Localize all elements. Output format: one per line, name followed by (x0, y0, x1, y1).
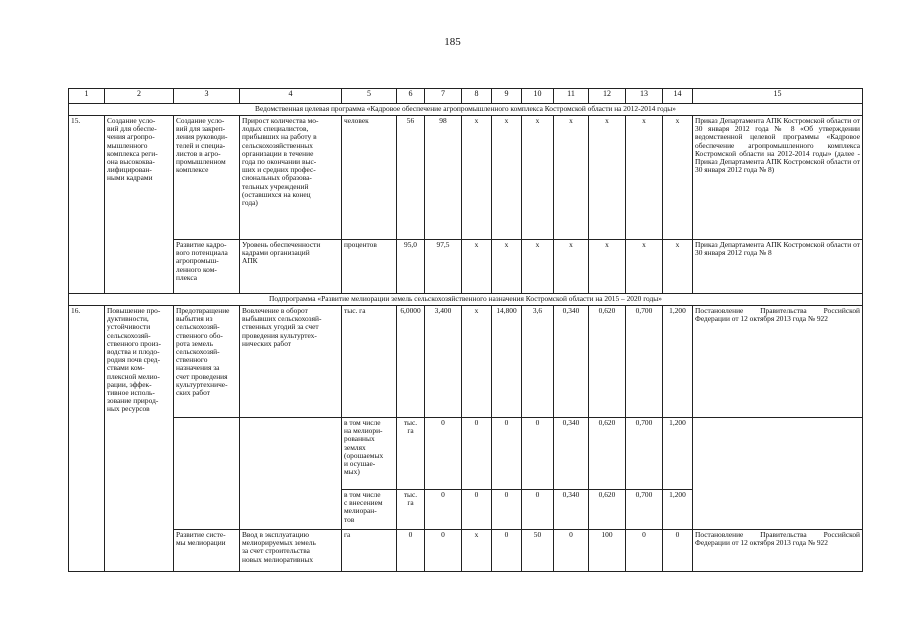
unit-cell: тыс. га (342, 306, 397, 418)
value-cell: 0 (425, 490, 462, 530)
value-cell: 1,200 (663, 306, 693, 418)
value-cell: x (589, 240, 626, 294)
task-cell: Создание усло- вий для закреп- ления руководи- телей и специа- листов в агро- промышленном комплексе (174, 116, 240, 240)
col-header: 1 (69, 89, 105, 104)
row-number: 15. (69, 116, 105, 294)
col-header: 9 (492, 89, 522, 104)
value-cell: 50 (522, 530, 554, 572)
col-header: 7 (425, 89, 462, 104)
col-header: 6 (397, 89, 425, 104)
table-row (69, 306, 863, 418)
col-header: 11 (554, 89, 589, 104)
value-cell: 1,200 (663, 490, 693, 530)
value-cell: 0,340 (554, 490, 589, 530)
section-row (69, 294, 863, 306)
subindicator-cell: в том числе с внесением мелиоран- тов (342, 490, 397, 530)
document-cell: Приказ Департамента АПК Костромской области от 30 января 2012 года № 8 «Об утверждении ведомственной целевой программы «Кадровое обеспечение агропромышленного комплекса Костромской области на 2012-2014 годы» (далее - Приказ Департамента АПК Костромской области от 30 января 2012 года № 8) (693, 116, 863, 240)
value-cell: 0 (626, 530, 663, 572)
col-header: 13 (626, 89, 663, 104)
value-cell: 3,400 (425, 306, 462, 418)
task-cell: Развитие систе- мы мелиорации (174, 530, 240, 572)
col-header: 3 (174, 89, 240, 104)
value-cell: 0 (425, 418, 462, 490)
col-header: 15 (693, 89, 863, 104)
unit-cell: га (342, 530, 397, 572)
value-cell: 0 (554, 530, 589, 572)
value-cell: 0 (492, 490, 522, 530)
unit-cell: процентов (342, 240, 397, 294)
value-cell: x (663, 240, 693, 294)
empty-cell (693, 418, 863, 530)
value-cell: 6,0000 (397, 306, 425, 418)
value-cell: x (554, 240, 589, 294)
value-cell: 0 (492, 418, 522, 490)
value-cell: 0 (663, 530, 693, 572)
value-cell: 0 (522, 490, 554, 530)
value-cell: 98 (425, 116, 462, 240)
section-title: Ведомственная целевая программа «Кадровое обеспечение агропромышленного комплекса Костромской области на 2012-2014 годы» (69, 104, 863, 116)
col-header: 4 (240, 89, 342, 104)
value-cell: 0 (425, 530, 462, 572)
value-cell: 1,200 (663, 418, 693, 490)
value-cell: 0,620 (589, 490, 626, 530)
task-cell: Предотвращение выбытия из сельскохозяй- ственного обо- рота земель сельскохозяй- ственного назначения за счет проведения культуртехниче- ских работ (174, 306, 240, 418)
value-cell: 0 (397, 530, 425, 572)
value-cell: 0,620 (589, 418, 626, 490)
subindicator-cell: в том числе на мелиори- рованных землях (орошаемых и осушае- мых) (342, 418, 397, 490)
value-cell: 3,6 (522, 306, 554, 418)
value-cell: x (522, 116, 554, 240)
col-header: 12 (589, 89, 626, 104)
value-cell: x (492, 240, 522, 294)
value-cell: 100 (589, 530, 626, 572)
task-cell: Развитие кадро- вого потенциала агропромыш- ленного ком- плекса (174, 240, 240, 294)
col-header: 10 (522, 89, 554, 104)
value-cell: 95,0 (397, 240, 425, 294)
document-cell: Постановление Правительства Российской Федерации от 12 октября 2013 года № 922 (693, 306, 863, 418)
empty-cell (174, 418, 240, 530)
document-cell: Постановление Правительства Российской Федерации от 12 октября 2013 года № 922 (693, 530, 863, 572)
value-cell: x (462, 116, 492, 240)
value-cell: x (462, 306, 492, 418)
program-table (68, 88, 863, 572)
col-header: 5 (342, 89, 397, 104)
row-number: 16. (69, 306, 105, 572)
document-cell: Приказ Департамента АПК Костромской области от 30 января 2012 года № 8 (693, 240, 863, 294)
indicator-cell: Прирост количества мо- лодых специалистов, прибывших на работу в сельскохозяйственных организации в течение года по окончании выс- ших и средних профес- сиональных образова- тельных учреждений (оставшихся на конец года) (240, 116, 342, 240)
value-cell: 0 (462, 418, 492, 490)
value-cell: x (589, 116, 626, 240)
col-header: 14 (663, 89, 693, 104)
col-header: 2 (105, 89, 174, 104)
value-cell: x (492, 116, 522, 240)
value-cell: 0,340 (554, 306, 589, 418)
table-row (69, 418, 863, 490)
unit-cell: тыс. га (397, 418, 425, 490)
value-cell: x (626, 116, 663, 240)
indicator-cell: Уровень обеспеченности кадрами организаций АПК (240, 240, 342, 294)
value-cell: 0 (462, 490, 492, 530)
value-cell: x (626, 240, 663, 294)
value-cell: 14,800 (492, 306, 522, 418)
col-header: 8 (462, 89, 492, 104)
value-cell: 0,340 (554, 418, 589, 490)
table-row (69, 116, 863, 240)
indicator-cell: Ввод в эксплуатацию мелиорируемых земель за счет строительства новых мелиоративных (240, 530, 342, 572)
value-cell: 0,700 (626, 418, 663, 490)
column-header-row (69, 89, 863, 104)
value-cell: 0 (522, 418, 554, 490)
value-cell: 97,5 (425, 240, 462, 294)
section-title: Подпрограмма «Развитие мелиорации земель сельскохозяйственного назначения Костромской области на 2015 – 2020 годы» (69, 294, 863, 306)
goal-cell: Повышение про- дуктивности, устойчивости сельскохозяй- ственного произ- водства и плодо- родия почв сред- ствами ком- плексной мелио- рации, эффек- тивное исполь- зование природ- ных ресурсов (105, 306, 174, 572)
indicator-cell: Вовлечение в оборот выбывших сельскохозяй- ственных угодий за счет проведения культуртех- нических работ (240, 306, 342, 418)
value-cell: 0,700 (626, 490, 663, 530)
value-cell: 0,700 (626, 306, 663, 418)
page-number: 185 (444, 36, 461, 48)
table-row (69, 240, 863, 294)
goal-cell: Создание усло- вий для обеспе- чения агропро- мышленного комплекса реги- она высококва- лифицирован- ными кадрами (105, 116, 174, 294)
value-cell: 56 (397, 116, 425, 240)
value-cell: x (663, 116, 693, 240)
table-row (69, 530, 863, 572)
section-row (69, 104, 863, 116)
value-cell: 0 (492, 530, 522, 572)
value-cell: x (554, 116, 589, 240)
value-cell: x (462, 530, 492, 572)
empty-cell (240, 418, 342, 530)
value-cell: 0,620 (589, 306, 626, 418)
unit-cell: человек (342, 116, 397, 240)
unit-cell: тыс. га (397, 490, 425, 530)
value-cell: x (462, 240, 492, 294)
value-cell: x (522, 240, 554, 294)
